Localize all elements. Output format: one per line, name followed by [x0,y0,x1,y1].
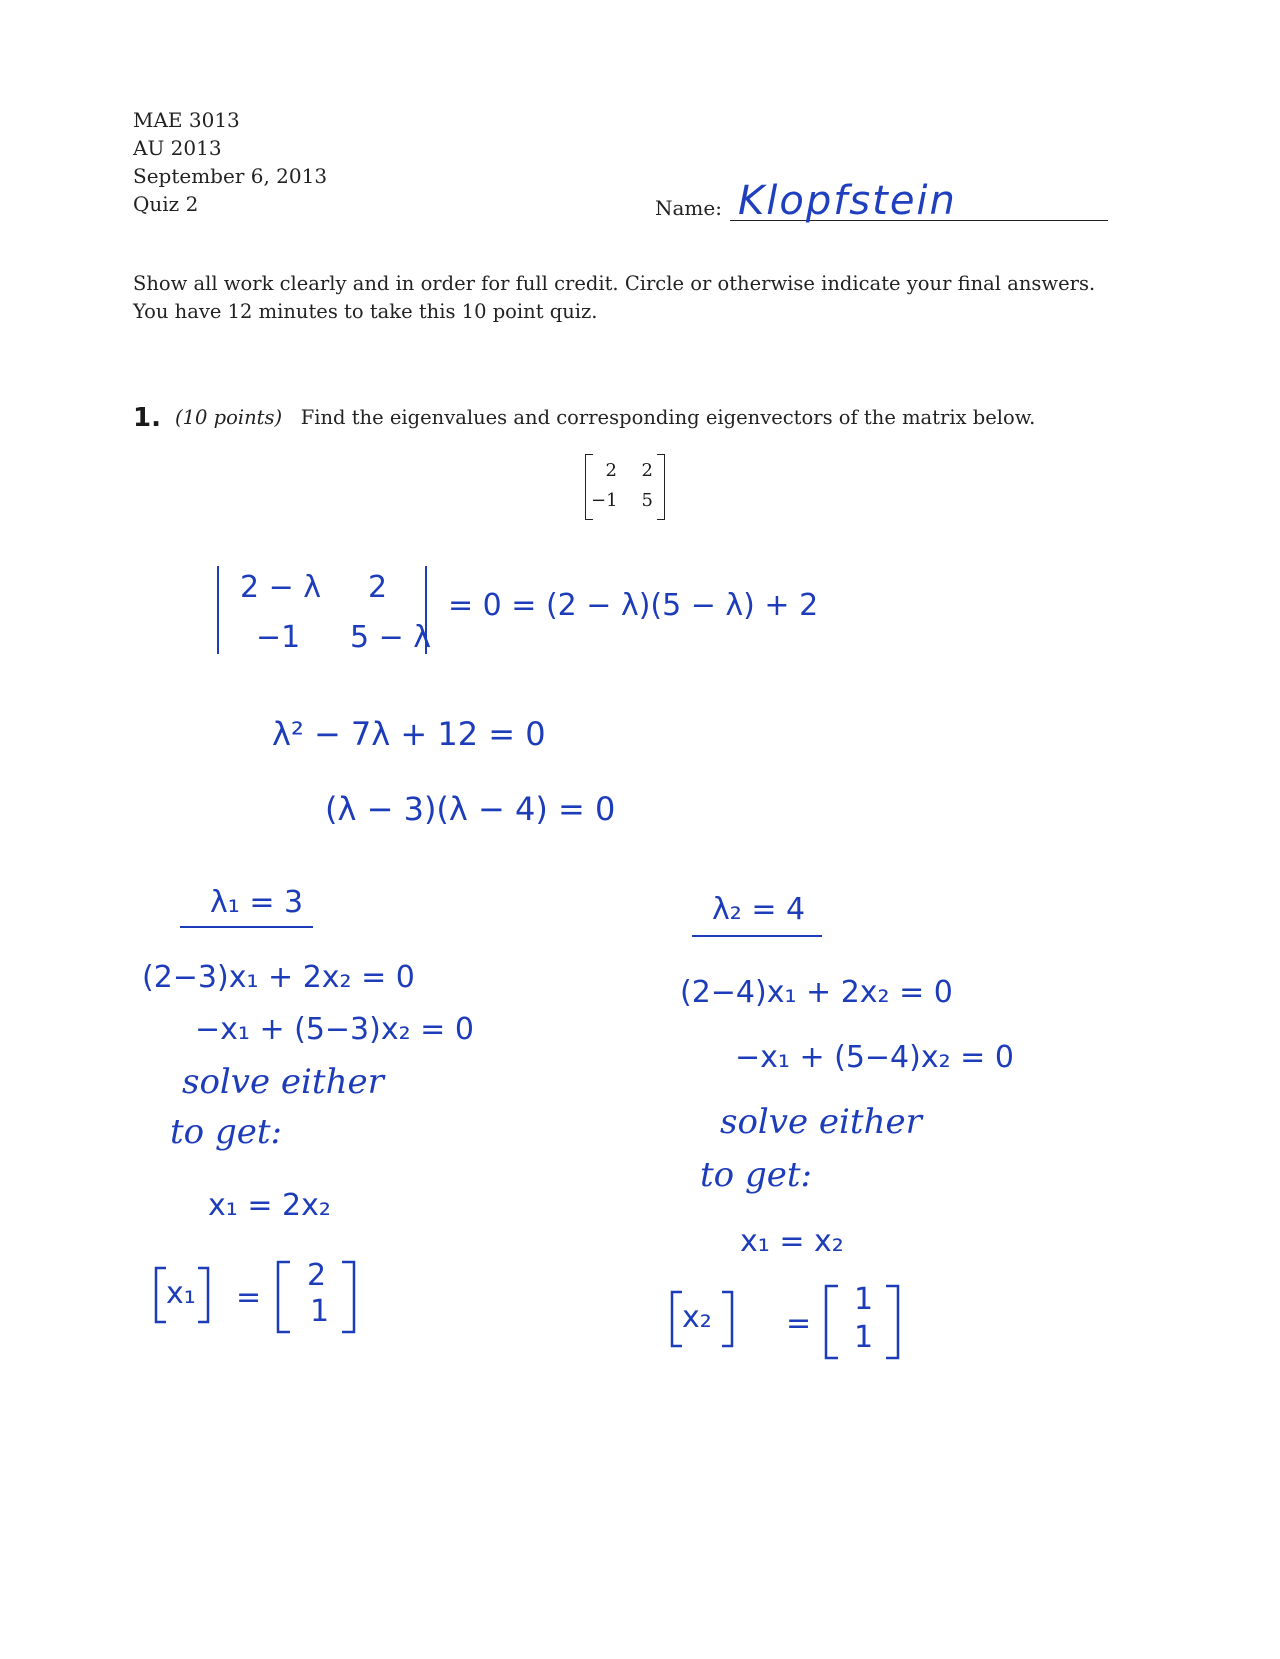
name-label: Name: [655,196,722,220]
quiz-date: September 6, 2013 [133,164,328,188]
given-matrix [585,454,665,520]
eigvec2-top: 1 [854,1282,874,1317]
lambda1-heading: λ₁ = 3 [210,885,304,920]
lambda2-note-2: to get: [700,1155,812,1195]
lambda2-underline [692,935,822,937]
lambda1-underline [180,926,313,928]
matrix-cell-a21: −1 [591,490,618,511]
eigvec1-equals: = [236,1280,262,1315]
lambda1-relation: x₁ = 2x₂ [208,1188,331,1223]
instructions-line-2: You have 12 minutes to take this 10 point quiz. [133,300,598,323]
det-expansion: = 0 = (2 − λ)(5 − λ) + 2 [448,588,819,623]
eigvec2-bottom: 1 [854,1320,874,1355]
eigvec1-right-bracket [342,1262,354,1332]
question-number: 1. [133,403,161,433]
eigvec1-label-right-bracket [198,1268,208,1322]
eigvec2-equals: = [786,1306,812,1341]
eigvec1-bottom: 1 [310,1294,330,1329]
lambda2-eq1: (2−4)x₁ + 2x₂ = 0 [680,975,953,1010]
matrix-cell-a22: 5 [641,490,653,511]
det-right-bar [425,566,427,654]
eigvec2-left-bracket [826,1286,838,1358]
lambda1-note-2: to get: [170,1112,282,1152]
quiz-title: Quiz 2 [133,192,199,216]
lambda2-heading: λ₂ = 4 [712,892,806,927]
eigvec1-top: 2 [307,1258,327,1293]
lambda1-eq2: −x₁ + (5−3)x₂ = 0 [195,1012,474,1047]
lambda2-eq2: −x₁ + (5−4)x₂ = 0 [735,1040,1014,1075]
det-m21: −1 [256,620,301,655]
eigvec1-left-bracket [278,1262,290,1332]
question-text: Find the eigenvalues and corresponding eigenvectors of the matrix below. [300,406,1036,429]
term: AU 2013 [133,136,222,160]
instructions-line-1: Show all work clearly and in order for full credit. Circle or otherwise indicate your final answers. [133,272,1096,295]
matrix-right-bracket [657,454,665,520]
lambda2-relation: x₁ = x₂ [740,1224,844,1259]
matrix-cell-a11: 2 [605,460,617,481]
lambda1-eq1: (2−3)x₁ + 2x₂ = 0 [142,960,415,995]
question-points: (10 points) [175,406,283,429]
question-prompt [175,406,1035,429]
student-name: Klopfstein [738,178,957,224]
matrix-cell-a12: 2 [641,460,653,481]
det-m11: 2 − λ [240,570,322,605]
eigvec1-label-left-bracket [156,1268,166,1322]
lambda2-note-1: solve either [720,1102,922,1142]
factored-polynomial: (λ − 3)(λ − 4) = 0 [325,790,616,828]
det-left-bar [217,566,219,654]
lambda1-note-1: solve either [182,1062,384,1102]
course-code: MAE 3013 [133,108,240,132]
eigvec2-label: x₂ [682,1300,712,1335]
eigvec2-right-bracket [886,1286,898,1358]
det-m12: 2 [368,570,388,605]
eigvec2-label-left-bracket [672,1292,682,1346]
det-m22: 5 − λ [350,620,432,655]
characteristic-polynomial: λ² − 7λ + 12 = 0 [272,715,546,753]
eigvec2-label-right-bracket [722,1292,732,1346]
eigvec1-label: x₁ [166,1276,196,1311]
